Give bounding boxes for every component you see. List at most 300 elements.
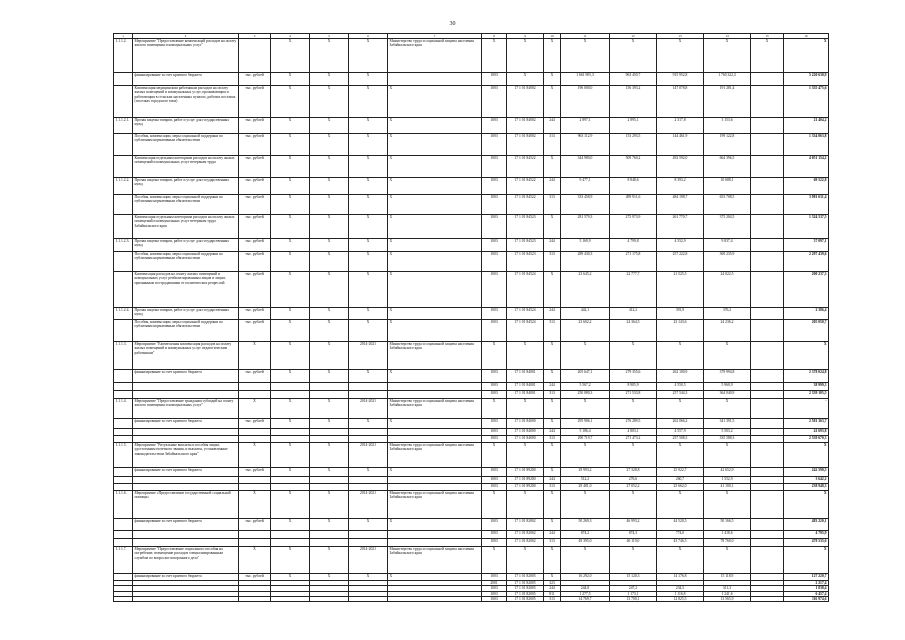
row-name: финансирование за счет краевого бюджета — [133, 73, 239, 86]
table-row — [114, 39, 829, 73]
value-col13: 774,0 — [657, 531, 704, 539]
section-code-cell: 1003 — [482, 531, 507, 539]
value-col12: 963 450,7 — [610, 73, 657, 86]
row-number — [114, 484, 133, 491]
value-col15 — [751, 436, 784, 443]
period-cell: 2014-2021 — [349, 547, 388, 574]
cell-col5 — [310, 539, 349, 547]
value-col11: 1 277,5 — [561, 591, 610, 596]
row-number — [114, 134, 133, 156]
executor-cell: Министерство труда и социальной защиты населения Забайкальского края — [388, 547, 482, 574]
section-code-cell: 1003 — [482, 586, 507, 591]
executor-cell: Министерство труда и социальной защиты населения Забайкальского края — [388, 491, 482, 519]
value-col13: 25 662,0 — [657, 484, 704, 491]
value-col12: 15 120,3 — [610, 574, 657, 581]
value-col13: 2 317,8 — [657, 118, 704, 134]
section-code-cell: 1003 — [482, 574, 507, 581]
unit-cell: тыс. рублей — [239, 419, 271, 429]
row-name: Мероприятие «Предоставление государственной социальной помощи» — [133, 491, 239, 519]
value-col12: 412,2 — [610, 308, 657, 320]
row-name: Прочая закупка товаров, работ и услуг для государственных нужд — [133, 308, 239, 320]
kbk-cell: 17 1 01 84001 — [507, 391, 544, 399]
executor-cell: X — [388, 118, 482, 134]
section-code-cell: 1003 — [482, 370, 507, 383]
section-code-cell: 1003 — [482, 272, 507, 308]
unit-cell: тыс. рублей — [239, 320, 271, 342]
row-number — [114, 419, 133, 429]
column-number: 3 — [239, 34, 271, 39]
column-number: 14 — [704, 34, 751, 39]
cell-col4: X — [271, 468, 310, 477]
expense-type-cell: X — [544, 574, 561, 581]
row-number: 1.1.1.5. — [114, 443, 133, 468]
value-col11: X — [561, 547, 610, 574]
value-col12: 46 119,0 — [610, 539, 657, 547]
value-col14: 24 022,5 — [704, 272, 751, 308]
row-number: 1.1.1.7. — [114, 547, 133, 574]
column-number: 5 — [310, 34, 349, 39]
section-code-cell: X — [482, 547, 507, 574]
value-col12: X — [610, 399, 657, 419]
expense-type-cell: X — [544, 547, 561, 574]
period-cell — [349, 539, 388, 547]
period-cell: X — [349, 320, 388, 342]
value-col11: 290 719,7 — [561, 436, 610, 443]
total-cell: 242 590,5 — [784, 468, 829, 477]
unit-cell: X — [239, 547, 271, 574]
section-code-cell: 2001 — [482, 581, 507, 586]
cell-col4: X — [271, 370, 310, 383]
value-col12: 271 533,8 — [610, 391, 657, 399]
value-col11: 205 647,1 — [561, 370, 610, 383]
value-col14: 3 153,6 — [704, 118, 751, 134]
cell-col4: X — [271, 574, 310, 581]
value-col14: X — [704, 443, 751, 468]
cell-col5: X — [310, 320, 349, 342]
value-col15 — [751, 195, 784, 215]
row-name — [133, 484, 239, 491]
total-cell: 127 220,7 — [784, 574, 829, 581]
value-col13: 144 461,9 — [657, 134, 704, 156]
value-col15 — [751, 370, 784, 383]
period-cell — [349, 531, 388, 539]
value-col15 — [751, 134, 784, 156]
value-col12: X — [610, 491, 657, 519]
section-code-cell: 1003 — [482, 436, 507, 443]
executor-cell: X — [388, 195, 482, 215]
total-cell: 21 404,2 — [784, 118, 829, 134]
kbk-cell: 17 1 01 82002 — [507, 519, 544, 531]
row-number: 1.1.1.2.4. — [114, 308, 133, 320]
kbk-cell: 17 1 01 84002 — [507, 134, 544, 156]
value-col14: X — [704, 39, 751, 73]
total-cell: 200 237,3 — [784, 272, 829, 308]
value-col13: 21 525,5 — [657, 272, 704, 308]
table-row — [114, 178, 829, 195]
executor-cell — [388, 596, 482, 601]
value-col15 — [751, 178, 784, 195]
executor-cell: X — [388, 239, 482, 252]
table-row — [114, 215, 829, 239]
cell-col4: X — [271, 491, 310, 519]
value-col11: 442,1 — [561, 308, 610, 320]
value-col12: 46 993,2 — [610, 519, 657, 531]
row-name: Пособия, компенсации, меры социальной поддержки по публичным нормативным обязательствам — [133, 252, 239, 272]
period-cell: X — [349, 252, 388, 272]
period-cell — [349, 383, 388, 391]
period-cell: X — [349, 39, 388, 73]
row-number: 1.1.1.3. — [114, 342, 133, 370]
period-cell: X — [349, 73, 388, 86]
value-col13: 915 952,8 — [657, 73, 704, 86]
cell-col5: X — [310, 239, 349, 252]
table-row — [114, 484, 829, 491]
column-number: 1 — [114, 34, 133, 39]
expense-type-cell: 811 — [544, 591, 561, 596]
value-col12: 13 700,1 — [610, 596, 657, 601]
row-name: Прочая закупка товаров, работ и услуг для государственных нужд — [133, 239, 239, 252]
executor-cell: X — [388, 419, 482, 429]
expense-type-cell: 313 — [544, 134, 561, 156]
executor-cell: X — [388, 308, 482, 320]
value-col11: 49 395,0 — [561, 539, 610, 547]
table-row — [114, 308, 829, 320]
unit-cell: тыс. рублей — [239, 272, 271, 308]
expense-type-cell: 313 — [544, 436, 561, 443]
expense-type-cell: X — [544, 419, 561, 429]
value-col11: 344 980,0 — [561, 156, 610, 178]
period-cell — [349, 484, 388, 491]
value-col13: X — [657, 491, 704, 519]
value-col14: X — [704, 399, 751, 419]
period-cell: X — [349, 574, 388, 581]
row-name — [133, 531, 239, 539]
row-number — [114, 73, 133, 86]
executor-cell: X — [388, 86, 482, 118]
value-col13: X — [657, 342, 704, 370]
executor-cell: X — [388, 252, 482, 272]
expense-type-cell: X — [544, 272, 561, 308]
total-cell: 69 522,8 — [784, 178, 829, 195]
executor-cell: X — [388, 272, 482, 308]
total-cell: 3 981 631,4 — [784, 195, 829, 215]
value-col11: 5 567,2 — [561, 383, 610, 391]
value-col14: 9 837,4 — [704, 239, 751, 252]
value-col12: 156 393,2 — [610, 86, 657, 118]
value-col15 — [751, 118, 784, 134]
value-col15 — [751, 429, 784, 436]
value-col14: 376,2 — [704, 308, 751, 320]
value-col15 — [751, 539, 784, 547]
row-name: Прочая закупка товаров, работ и услуг для государственных нужд — [133, 178, 239, 195]
cell-col5: X — [310, 399, 349, 419]
total-cell: 483 220,1 — [784, 519, 829, 531]
value-col14: 1 552,9 — [704, 477, 751, 484]
total-cell: 4 795,9 — [784, 531, 829, 539]
section-code-cell: 1003 — [482, 156, 507, 178]
column-number: 8 — [482, 34, 507, 39]
unit-cell: X — [239, 443, 271, 468]
value-col12: X — [610, 342, 657, 370]
kbk-cell: 17 1 01 89200 — [507, 484, 544, 491]
value-col15 — [751, 342, 784, 370]
cell-col5: X — [310, 342, 349, 370]
cell-col5 — [310, 531, 349, 539]
expense-type-cell: 244 — [544, 429, 561, 436]
expense-type-cell: 313 — [544, 252, 561, 272]
executor-cell: Министерство труда и социальной защиты населения Забайкальского края — [388, 443, 482, 468]
row-number — [114, 519, 133, 531]
period-cell: X — [349, 468, 388, 477]
column-number: 11 — [561, 34, 610, 39]
total-cell: 1 324 537,5 — [784, 215, 829, 239]
value-col13: 14 176,8 — [657, 574, 704, 581]
value-col14: 78 760,0 — [704, 539, 751, 547]
total-cell: 3 642,2 — [784, 477, 829, 484]
value-col13: 43 746,5 — [657, 539, 704, 547]
executor-cell — [388, 539, 482, 547]
expense-type-cell: X — [544, 342, 561, 370]
table-row — [114, 370, 829, 383]
column-number: 15 — [751, 34, 784, 39]
value-col14: X — [704, 342, 751, 370]
total-cell: 4 051 154,2 — [784, 156, 829, 178]
value-col11: 23 645,2 — [561, 272, 610, 308]
row-number: 1.1.1.2. — [114, 39, 133, 73]
column-number: 10 — [544, 34, 561, 39]
kbk-cell: 17 1 01 82005 — [507, 591, 544, 596]
row-name: финансирование за счет краевого бюджета — [133, 574, 239, 581]
kbk-cell: 17 1 01 84524 — [507, 308, 544, 320]
row-number — [114, 272, 133, 308]
cell-col5: X — [310, 134, 349, 156]
cell-col4: X — [271, 178, 310, 195]
executor-cell — [388, 73, 482, 86]
column-number: 2 — [133, 34, 239, 39]
value-col15 — [751, 320, 784, 342]
row-name: Пособия, компенсации, меры социальной поддержки по публичным нормативным обязательствам — [133, 195, 239, 215]
cell-col5: X — [310, 419, 349, 429]
row-number — [114, 320, 133, 342]
value-col12: 8 905,9 — [610, 383, 657, 391]
kbk-cell: X — [507, 342, 544, 370]
value-col12: 4 799,8 — [610, 239, 657, 252]
page-number: 30 — [449, 21, 456, 27]
total-cell: 116 974,6 — [784, 596, 829, 601]
value-col15 — [751, 531, 784, 539]
value-col15 — [751, 519, 784, 531]
row-number — [114, 370, 133, 383]
value-col14: 311,3 — [704, 586, 751, 591]
column-number: 6 — [349, 34, 388, 39]
row-name: Пособия, компенсации, меры социальной поддержки по публичным нормативным обязательствам — [133, 320, 239, 342]
cell-col5: X — [310, 73, 349, 86]
value-col14: 369 235,9 — [704, 252, 751, 272]
cell-col4: X — [271, 519, 310, 531]
period-cell: X — [349, 215, 388, 239]
cell-col4: X — [271, 39, 310, 73]
cell-col5: X — [310, 39, 349, 73]
cell-col4 — [271, 484, 310, 491]
row-number: 1.1.1.2.2. — [114, 178, 133, 195]
row-name — [133, 383, 239, 391]
row-name: финансирование за счет краевого бюджета — [133, 419, 239, 429]
table-row — [114, 252, 829, 272]
cell-col5 — [310, 429, 349, 436]
value-col13: X — [657, 39, 704, 73]
expense-type-cell: 244 — [544, 239, 561, 252]
expense-type-cell: 313 — [544, 484, 561, 491]
expense-type-cell: X — [544, 399, 561, 419]
kbk-cell: 17 1 01 84001 — [507, 383, 544, 391]
executor-cell — [388, 383, 482, 391]
cell-col4 — [271, 436, 310, 443]
total-cell: 37 097,1 — [784, 239, 829, 252]
unit-cell: тыс. рублей — [239, 178, 271, 195]
row-name: Компенсация отдельным категориям расходов на оплату жилых помещений и коммунальных услуг ветеранам труда Забайкальского края — [133, 215, 239, 239]
unit-cell — [239, 596, 271, 601]
kbk-cell: 17 1 01 84522 — [507, 178, 544, 195]
value-col15 — [751, 443, 784, 468]
row-number — [114, 596, 133, 601]
period-cell: 2014-2021 — [349, 399, 388, 419]
cell-col4: X — [271, 399, 310, 419]
expense-type-cell: 313 — [544, 596, 561, 601]
value-col13: 4 550,5 — [657, 383, 704, 391]
expense-type-cell: 313 — [544, 195, 561, 215]
value-col12: 4 803,1 — [610, 429, 657, 436]
row-name: Компенсация расходов на оплату жилых помещений и коммунальных услуг реабилитированным лицам и лицам, признанным пострадавшими от политических репрессий — [133, 272, 239, 308]
value-col15 — [751, 391, 784, 399]
cell-col4: X — [271, 73, 310, 86]
row-name: Компенсация медицинским работникам расходов на оплату жилых помещений и коммунальных услуг, проживающим и работающим в сельских населенных пунктах, рабочих поселках (поселках городского типа) — [133, 86, 239, 118]
unit-cell: тыс. рублей — [239, 156, 271, 178]
cell-col5 — [310, 436, 349, 443]
expense-type-cell: 244 — [544, 531, 561, 539]
total-cell: X — [784, 547, 829, 574]
period-cell: X — [349, 156, 388, 178]
table-row — [114, 477, 829, 484]
value-col12: 22 777,7 — [610, 272, 657, 308]
unit-cell — [239, 484, 271, 491]
value-col11: X — [561, 443, 610, 468]
value-col15 — [751, 308, 784, 320]
total-cell: X — [784, 39, 829, 73]
row-name — [133, 477, 239, 484]
cell-col4 — [271, 383, 310, 391]
period-cell — [349, 391, 388, 399]
row-name: Мероприятие "Предоставление социального пособия на погребение, возмещение расходов специализированным службам по вопросам похоронного дела" — [133, 547, 239, 574]
unit-cell: тыс. рублей — [239, 370, 271, 383]
value-col13: 4 552,9 — [657, 239, 704, 252]
cell-col4: X — [271, 342, 310, 370]
section-code-cell: 1003 — [482, 239, 507, 252]
kbk-cell: 17 1 01 82002 — [507, 539, 544, 547]
row-number: 1.1.1.2.1. — [114, 118, 133, 134]
expense-type-cell: 244 — [544, 383, 561, 391]
unit-cell — [239, 429, 271, 436]
period-cell: X — [349, 308, 388, 320]
value-col14: 364 040,9 — [704, 391, 751, 399]
value-col12: 8 848,6 — [610, 178, 657, 195]
value-col13: 391,9 — [657, 308, 704, 320]
executor-cell — [388, 477, 482, 484]
cell-col4 — [271, 477, 310, 484]
expense-type-cell: X — [544, 73, 561, 86]
row-name: Мероприятие "Ритуальные выплаты и пособия лицам, удостоенным почетного звания, и выплаты, установленные законодательством Забайкальского края" — [133, 443, 239, 468]
kbk-cell: 17 1 01 84522 — [507, 156, 544, 178]
value-col13: 25 922,7 — [657, 468, 704, 477]
table-row — [114, 391, 829, 399]
column-number: 9 — [507, 34, 544, 39]
row-name: Пособия, компенсации, меры социальной поддержки по публичным нормативным обязательствам — [133, 134, 239, 156]
value-col12: 1 173,1 — [610, 591, 657, 596]
cell-col4 — [271, 596, 310, 601]
row-number — [114, 429, 133, 436]
value-col13: 262 066,2 — [657, 419, 704, 429]
row-number — [114, 574, 133, 581]
row-number — [114, 215, 133, 239]
value-col15 — [751, 468, 784, 477]
section-code-cell: 1003 — [482, 73, 507, 86]
value-col13: 257 222,8 — [657, 252, 704, 272]
period-cell: X — [349, 195, 388, 215]
section-code-cell: 1003 — [482, 419, 507, 429]
value-col14: 1 760 322,3 — [704, 73, 751, 86]
table-row — [114, 436, 829, 443]
value-col11: X — [561, 342, 610, 370]
value-col12: 27 328,8 — [610, 468, 657, 477]
row-name: Компенсация отдельным категориям расходов на оплату жилых помещений и коммунальных услуг ветеранам труда — [133, 156, 239, 178]
row-name: финансирование за счет краевого бюджета — [133, 370, 239, 383]
section-code-cell: 1003 — [482, 308, 507, 320]
executor-cell: Министерство труда и социальной защиты населения Забайкальского края — [388, 399, 482, 419]
value-col11: X — [561, 39, 610, 73]
column-number: 13 — [657, 34, 704, 39]
cell-col4: X — [271, 156, 310, 178]
value-col11: 1 661 905,3 — [561, 73, 610, 86]
executor-cell: X — [388, 320, 482, 342]
kbk-cell: 17 1 01 84524 — [507, 320, 544, 342]
value-col11: 5 186,4 — [561, 429, 610, 436]
value-col11: 5 169,9 — [561, 239, 610, 252]
value-col14: 50 166,5 — [704, 519, 751, 531]
cell-col4: X — [271, 215, 310, 239]
value-col14: 5 503,2 — [704, 429, 751, 436]
total-cell: X — [784, 491, 829, 519]
value-col14: 41 100,1 — [704, 484, 751, 491]
cell-col5: X — [310, 547, 349, 574]
section-code-cell: 1003 — [482, 484, 507, 491]
value-col12: 276 289,5 — [610, 419, 657, 429]
value-col11: X — [561, 399, 610, 419]
value-col14: 341 391,5 — [704, 419, 751, 429]
unit-cell: X — [239, 342, 271, 370]
period-cell — [349, 477, 388, 484]
total-cell: - — [784, 399, 829, 419]
row-number — [114, 391, 133, 399]
total-cell: 1 334 063,8 — [784, 134, 829, 156]
total-cell: 41 693,8 — [784, 429, 829, 436]
total-cell: 2 217,4 — [784, 581, 829, 586]
expense-type-cell: 244 — [544, 118, 561, 134]
cell-col4: X — [271, 547, 310, 574]
section-code-cell: X — [482, 399, 507, 419]
value-col15 — [751, 383, 784, 391]
unit-cell — [239, 39, 271, 73]
total-cell: X — [784, 342, 829, 370]
section-code-cell: 1003 — [482, 519, 507, 531]
